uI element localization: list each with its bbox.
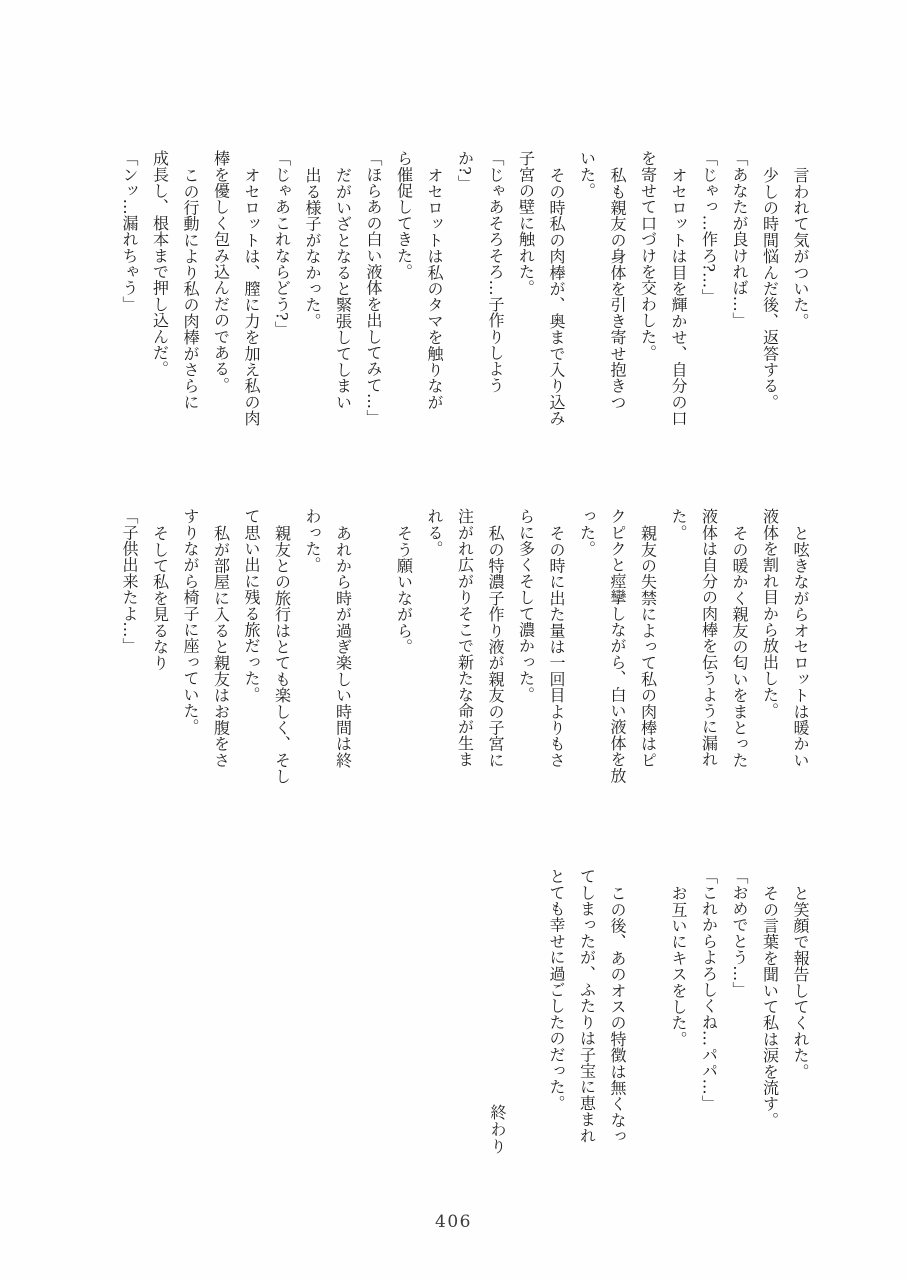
text-column: れる。 [425, 508, 444, 557]
text-column: 「じゃあそろそろ…子作りしよう [486, 150, 505, 393]
text-column: 注がれ広がりそこで新たな命が生ま [455, 508, 475, 768]
page-number: 406 [435, 1212, 472, 1232]
text-column: ら催促してきた。 [394, 150, 414, 280]
end-marker: 終わり [488, 1104, 507, 1155]
text-column: と呟きながらオセロットは暖かい [791, 525, 810, 768]
text-column: てしまったが、ふたりは子宝に恵まれ [577, 868, 597, 1144]
text-column: 言われて気がついた。 [791, 167, 810, 329]
text-column: オセロットは、膣に力を加え私の肉 [242, 167, 261, 427]
text-column: 私が部屋に入ると親友はお腹をさ [211, 525, 231, 768]
text-column: とても幸せに過ごしたのだった。 [547, 868, 566, 1111]
text-column: った。 [577, 508, 597, 557]
text-band-middle [114, 508, 816, 860]
text-column: そう願いながら。 [394, 525, 414, 655]
text-column: あれから時が過ぎ楽しい時間は終 [333, 525, 353, 768]
text-column: 出る様子がなかった。 [303, 167, 322, 329]
text-column: だがいざとなると緊張してしまい [333, 167, 353, 410]
text-column: 「じゃっ…作ろ?…」 [699, 150, 719, 305]
text-column: 「おめでとう…」 [730, 868, 749, 998]
text-column: その時私の肉棒が、奥まで入り込み [547, 167, 566, 427]
text-column: そして私を見るなり [150, 525, 170, 671]
text-column: 液体を割れ目から放出した。 [760, 508, 780, 719]
text-column: 「ほらあの白い液体を出してみて…」 [364, 150, 383, 426]
text-column: 「子供出来たよ…」 [120, 508, 139, 654]
text-column: オセロットは私のタマを触りなが [425, 167, 444, 410]
text-column: その言葉を聞いて私は涙を流す。 [760, 885, 780, 1128]
text-column: すりながら椅子に座っていた。 [181, 508, 200, 735]
text-column: わった。 [303, 508, 322, 573]
text-column: た。 [669, 508, 688, 541]
text-column: その暖かく親友の匂いをまとった [730, 525, 749, 768]
blank-column [358, 508, 389, 860]
text-column: その時に出た量は一回目よりもさ [547, 525, 566, 768]
text-column: 「これからよろしくね…パパ…」 [699, 868, 719, 1111]
blank-column [632, 868, 663, 1162]
text-band-top [114, 150, 816, 502]
text-column: と笑顔で報告してくれた。 [791, 885, 810, 1080]
text-column: いた。 [577, 150, 597, 199]
text-column: お互いにキスをした。 [669, 885, 688, 1047]
text-band-bottom [541, 868, 816, 1162]
text-column: か?」 [455, 150, 475, 192]
text-column: クピクと痙攣しながら、白い液体を放 [608, 508, 627, 784]
text-column: 成長し、根本まで押し込んだ。 [150, 150, 170, 377]
text-column: 「じゃあこれならどう?」 [272, 150, 292, 337]
text-column: を寄せて口づけを交わした。 [638, 150, 658, 361]
text-column: 「あなたが良ければ…」 [730, 150, 749, 329]
text-column: て思い出に残る旅だった。 [242, 508, 261, 703]
text-column: この後、あのオスの特徴は無くなっ [608, 885, 627, 1145]
text-column: 親友の失禁によって私の肉棒はピ [638, 525, 658, 768]
text-column: らに多くそして濃かった。 [516, 508, 536, 703]
text-column: 液体は自分の肉棒を伝うように漏れ [699, 508, 719, 768]
text-column: 棒を優しく包み込んだのである。 [211, 150, 231, 393]
text-column: 私も親友の身体を引き寄せ抱きつ [608, 167, 627, 410]
text-column: オセロットは目を輝かせ、自分の口 [669, 167, 688, 427]
text-column: 子宮の壁に触れた。 [516, 150, 536, 296]
text-column: 親友との旅行はとても楽しく、そし [272, 525, 292, 785]
text-column: 私の特濃子作り液が親友の子宮に [486, 525, 505, 768]
text-column: この行動により私の肉棒がさらに [181, 167, 200, 410]
text-column: 少しの時間悩んだ後、返答する。 [760, 167, 780, 410]
text-column: 「ンッ…漏れちゃう」 [120, 150, 139, 312]
